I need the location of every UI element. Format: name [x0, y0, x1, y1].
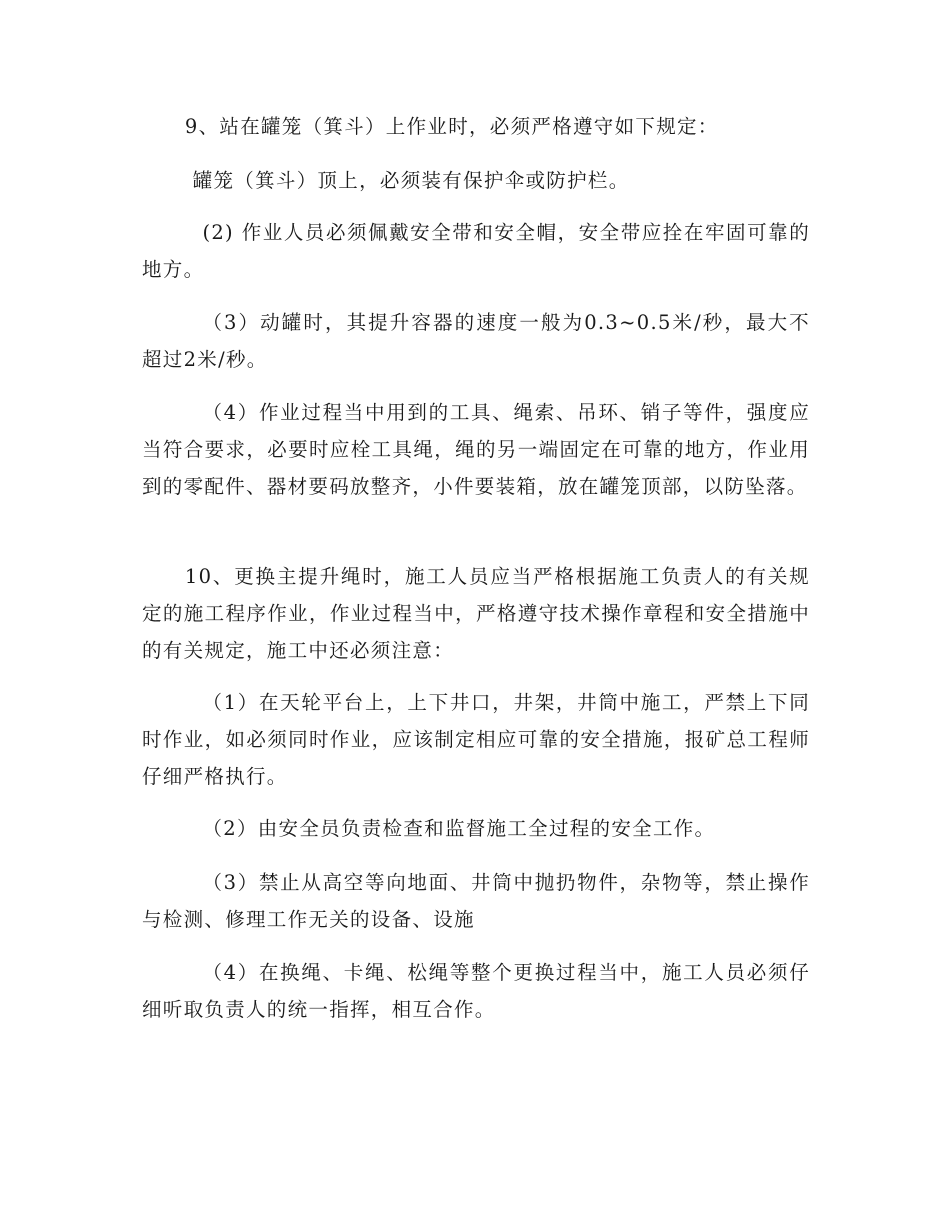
paragraph-cage-top-protection: 罐笼（箕斗）顶上，必须装有保护伞或防护栏。 — [192, 169, 630, 192]
paragraph-item-3-no-throwing: （3）禁止从高空等向地面、井筒中抛扔物件，杂物等，禁止操作与检测、修理工作无关的设备、设施 — [142, 871, 810, 931]
paragraph-item-4-tools: （4）作业过程当中用到的工具、绳索、吊环、销子等件，强度应当符合要求，必要时应栓工具绳，绳的另一端固定在可靠的地方，作业用到的零配件、器材要码放整齐，小件要装箱，放在罐笼顶部，以防坠落。 — [142, 401, 810, 498]
paragraph-item-2-safety-officer: （2）由安全员负责检查和监督施工全过程的安全工作。 — [202, 817, 716, 840]
paragraph-item-4-rope-change: （4）在换绳、卡绳、松绳等整个更换过程当中，施工人员必须仔细听取负责人的统一指挥，相互合作。 — [142, 961, 810, 1021]
paragraph-item-3-speed: （3）动罐时，其提升容器的速度一般为0.3~0.5米/秒，最大不超过2米/秒。 — [142, 311, 810, 371]
paragraph-section-10: 10、更换主提升绳时，施工人员应当严格根据施工负责人的有关规定的施工程序作业，作业过程当中，严格遵守技术操作章程和安全措施中的有关规定，施工中还必须注意： — [142, 565, 810, 662]
paragraph-item-2-safety-belt: (2) 作业人员必须佩戴安全带和安全帽，安全带应拴在牢固可靠的地方。 — [142, 221, 810, 281]
paragraph-item-1-platform: （1）在天轮平台上，上下井口，井架，井筒中施工，严禁上下同时作业，如必须同时作业，应该制定相应可靠的安全措施，报矿总工程师仔细严格执行。 — [142, 691, 810, 788]
paragraph-section-9: 9、站在罐笼（箕斗）上作业时，必须严格遵守如下规定： — [184, 115, 719, 138]
